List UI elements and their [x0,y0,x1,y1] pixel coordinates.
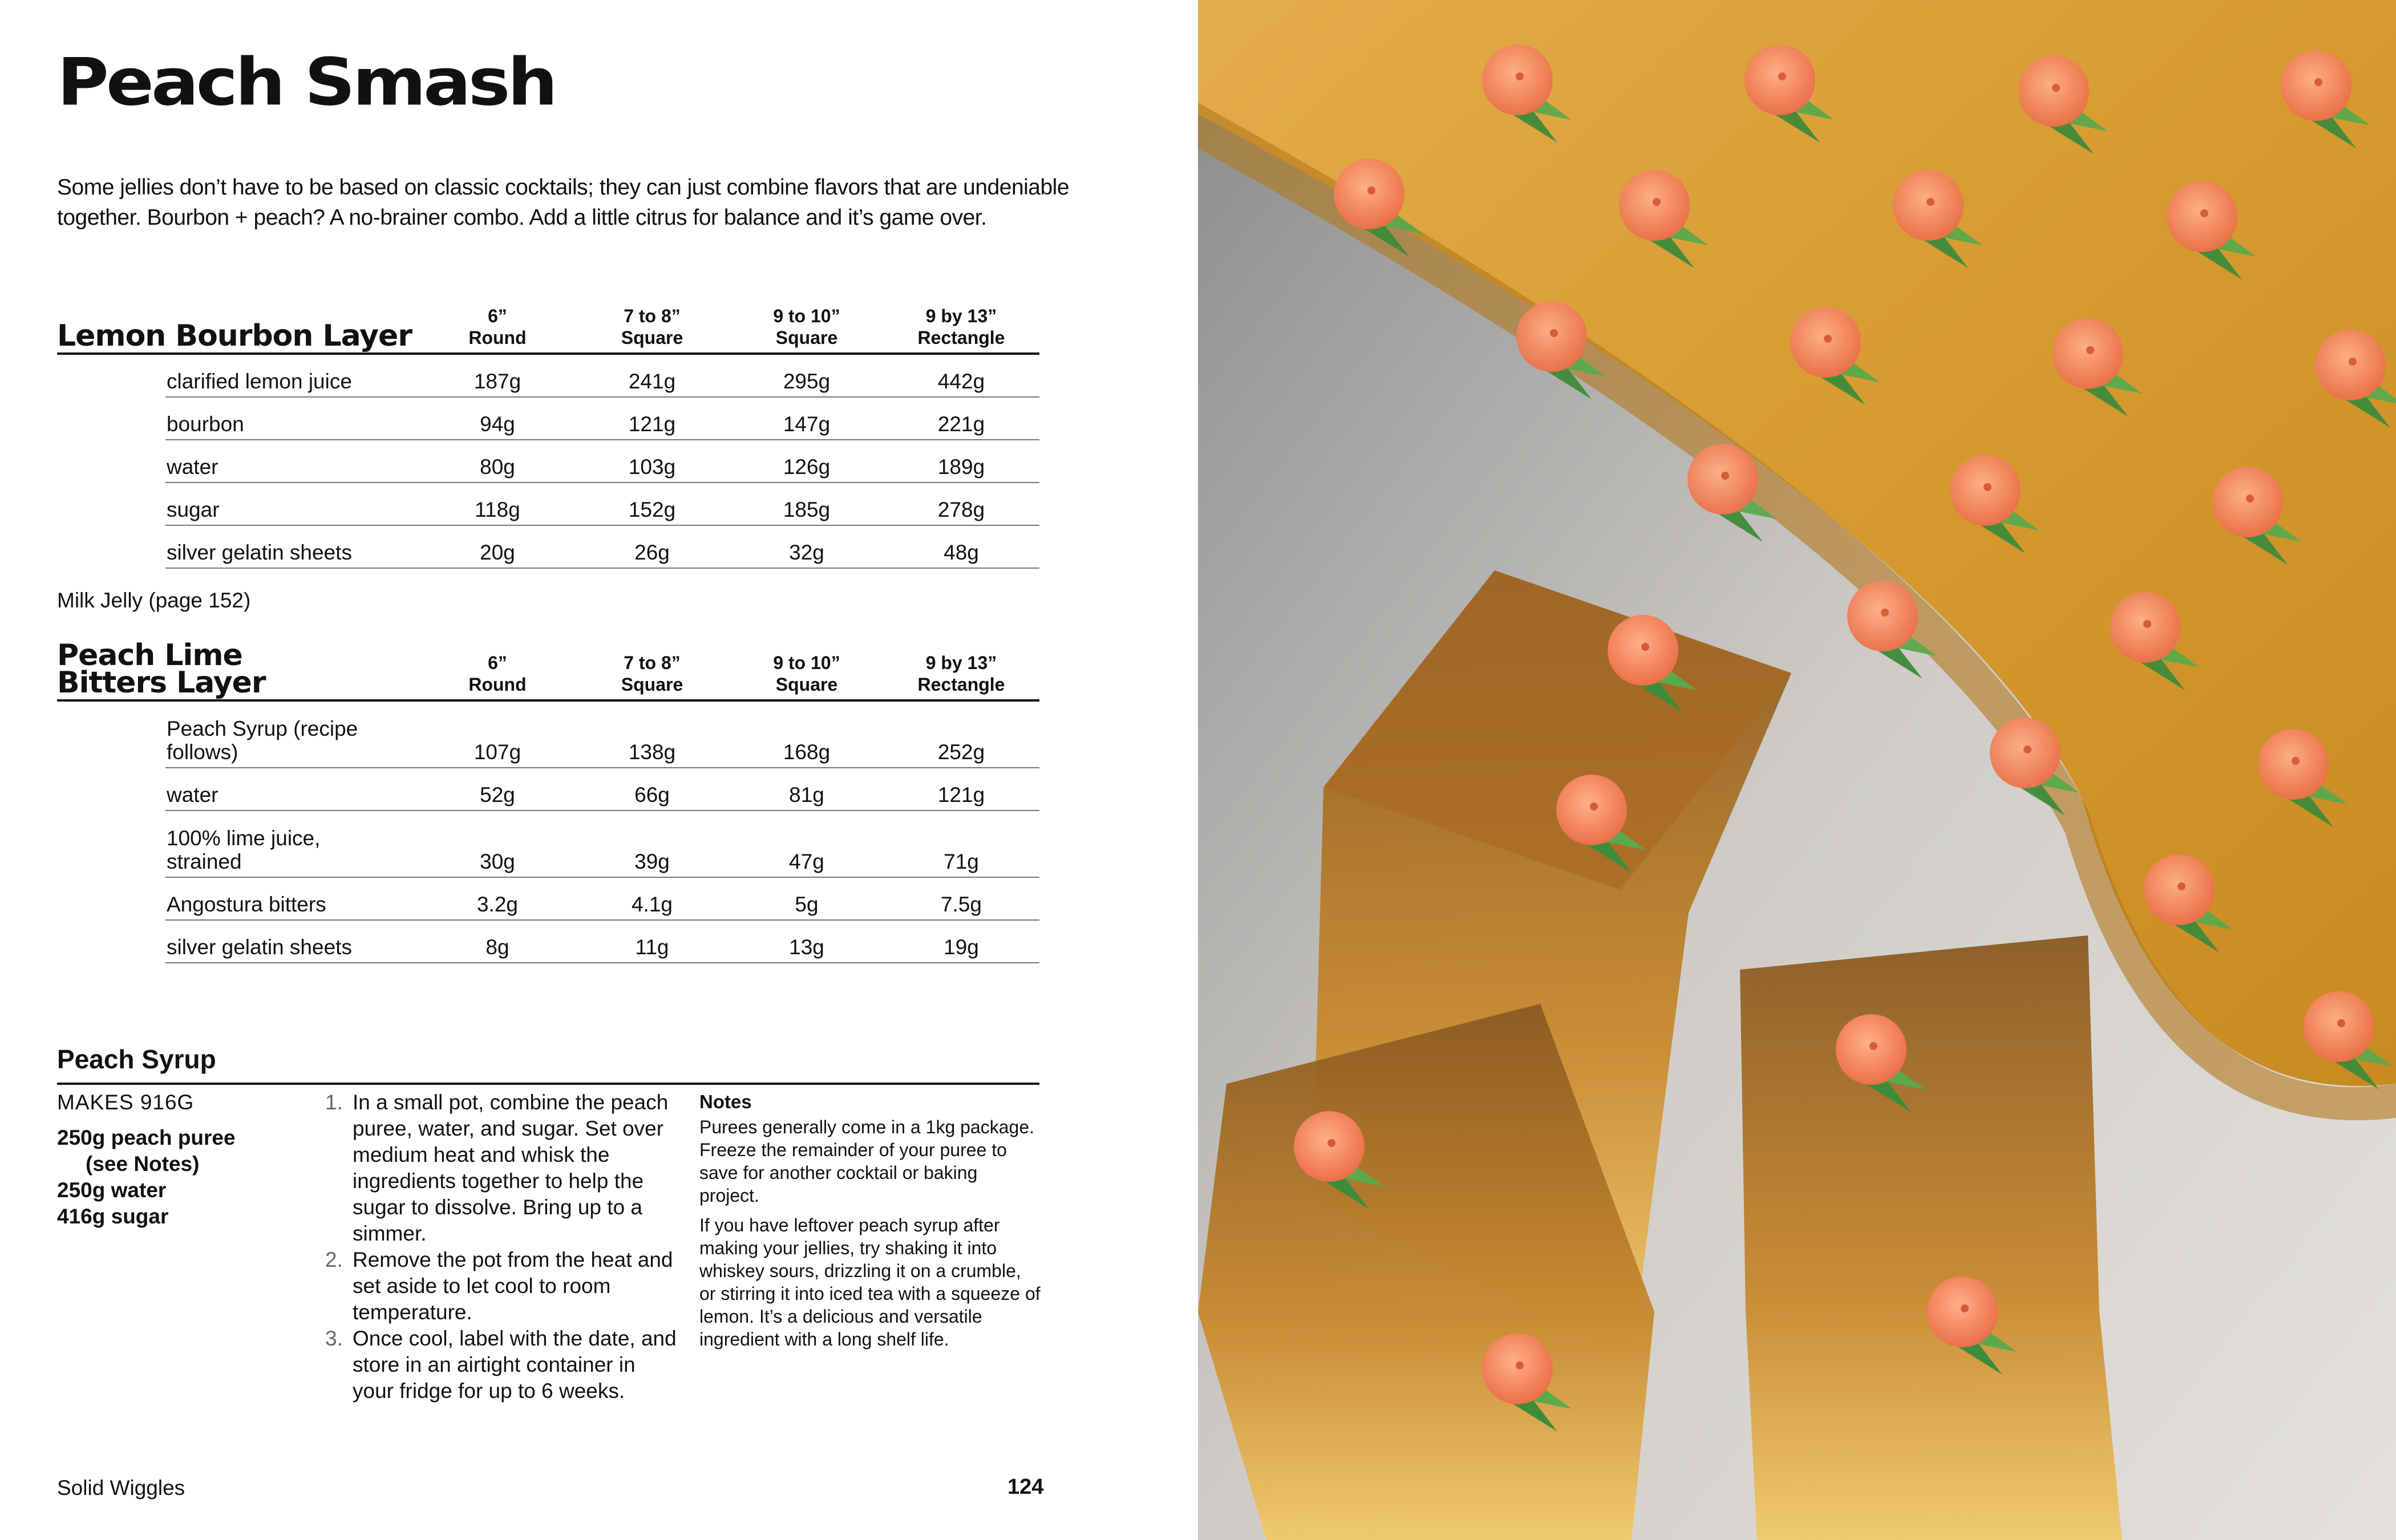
peach-syrup-title: Peach Syrup [57,1044,216,1074]
column-header-square-small: 7 to 8” Square [621,653,683,695]
table-row: silver gelatin sheets 8g 11g 13g 19g [165,921,1039,963]
peach-lime-bitters-layer-title: Peach Lime Bitters Layer [57,638,266,700]
note-paragraph: If you have leftover peach syrup after making your jellies, try shaking it into whiskey sours, drizzling it on a crumble, or stirring it into iced tea with a squeeze of lemon. It’s a delicious and versatile ingredient with a long shelf life. [699,1215,1041,1349]
column-header-square-small: 7 to 8” Square [621,306,683,348]
peach-jelly-photo [1198,0,2396,1540]
column-header-rectangle: 9 by 13” Rectangle [917,306,1005,348]
peach-lime-bitters-table [57,638,1039,971]
jelly-illustration [1198,0,2396,1540]
column-header-rectangle: 9 by 13” Rectangle [917,653,1005,695]
table-row: bourbon 94g 121g 147g 221g [165,398,1039,440]
table-row: water 52g 66g 81g 121g [165,768,1039,811]
list-item: (see Notes) [86,1152,200,1176]
table-row: sugar 118g 152g 185g 278g [165,483,1039,526]
book-title: Solid Wiggles [57,1476,185,1500]
column-header-round: 6” Round [468,306,527,348]
note-paragraph: Purees generally come in a 1kg package. Freeze the remainder of your puree to save for another cocktail or baking project. [699,1117,1035,1206]
list-item: 250g peach puree [57,1126,236,1149]
lemon-bourbon-table [57,305,1039,562]
step-item: 3. Once cool, label with the date, and store in an airtight container in your fridge for up to 6 weeks. [325,1327,677,1403]
page-title: Peach Smash [57,44,555,121]
lemon-bourbon-layer-title: Lemon Bourbon Layer [57,319,412,353]
table-row: Angostura bitters 3.2g 4.1g 5g 7.5g [165,878,1039,921]
section-rule [57,1083,1039,1085]
table-row: clarified lemon juice 187g 241g 295g 442g [165,355,1039,398]
table-row: silver gelatin sheets 20g 26g 32g 48g [165,526,1039,569]
page-number: 124 [1007,1475,1044,1499]
step-item: 1. In a small pot, combine the peach puree, water, and sugar. Set over medium heat and whisk the ingredients together to help the sugar to dissolve. Bring up to a simmer. [325,1091,669,1245]
column-header-square-large: 9 to 10” Square [773,306,840,348]
step-item: 2. Remove the pot from the heat and set aside to let cool to room temperature. [325,1248,673,1324]
table-row: 100% lime juice, strained 30g 39g 47g 71g [165,811,1039,878]
table-row: water 80g 103g 126g 189g [165,440,1039,483]
list-item: 250g water [57,1178,167,1202]
yield-label: MAKES 916G [57,1091,195,1114]
milk-jelly-reference: Milk Jelly (page 152) [57,589,251,612]
notes-heading: Notes [699,1091,752,1112]
list-item: 416g sugar [57,1205,169,1228]
syrup-notes [699,1091,1042,1357]
syrup-ingredient-list [57,1125,236,1230]
column-header-square-large: 9 to 10” Square [773,653,840,695]
syrup-steps [325,1089,679,1404]
table-row: Peach Syrup (recipe follows) 107g 138g 168g 252g [165,702,1039,768]
column-header-round: 6” Round [468,653,527,695]
recipe-intro: Some jellies don’t have to be based on classic cocktails; they can just combine flavors that are undeniable together. Bourbon + peach? A no-brainer combo. Add a little citrus for balance and it’s game over. [57,175,1070,230]
